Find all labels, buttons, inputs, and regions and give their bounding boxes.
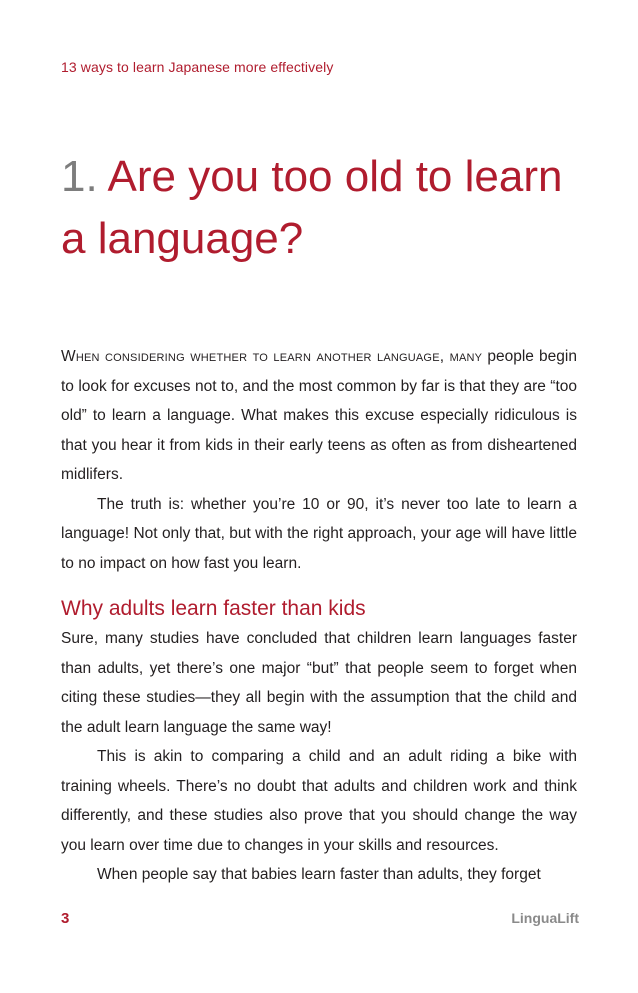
footer-brand: LinguaLift bbox=[511, 910, 579, 926]
paragraph-4: This is akin to comparing a child and an adult riding a bike with training wheels. There’s no doubt that adults and children work and think differently, and these studies also prove that you should change the way you learn over time due to changes in your skills and resources. bbox=[61, 748, 577, 854]
chapter-title-text: Are you too old to learn a language? bbox=[61, 152, 563, 263]
running-header: 13 ways to learn Japanese more effectively bbox=[61, 59, 334, 75]
page-number: 3 bbox=[61, 910, 70, 927]
paragraph-3: Sure, many studies have concluded that children learn languages faster than adults, yet there’s one major “but” that people seem to forget when citing these studies—they all begin with the assumption that the child and the adult learn language the same way! bbox=[61, 630, 577, 736]
paragraph-5: When people say that babies learn faster than adults, they forget bbox=[97, 866, 541, 883]
intro-lead: When considering whether to learn another language, many bbox=[61, 348, 483, 365]
intro-rest: people begin to look for excuses not to, and the most common by far is that they are “too old” to learn a language. What makes this excuse especially ridiculous is that you hear it from kids in their early teens as often as from disheartened midlifers. bbox=[61, 348, 577, 483]
chapter-number: 1. bbox=[61, 152, 98, 201]
body-content bbox=[61, 342, 577, 890]
paragraph-2: The truth is: whether you’re 10 or 90, it’s never too late to learn a language! Not only that, but with the right approach, your age will have little to no impact on how fast you learn. bbox=[61, 495, 577, 572]
intro-paragraph bbox=[61, 342, 577, 490]
section-heading: Why adults learn faster than kids bbox=[61, 597, 366, 620]
chapter-title bbox=[61, 146, 581, 270]
